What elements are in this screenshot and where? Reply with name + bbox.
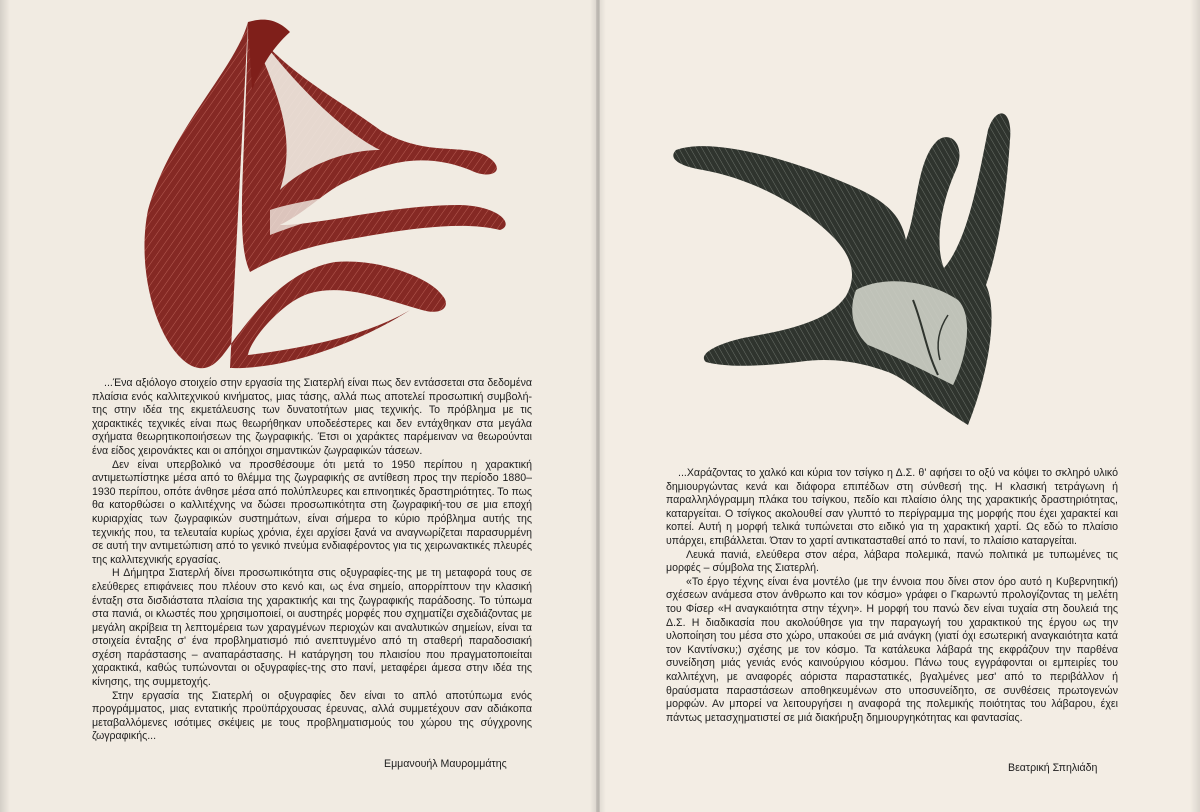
red-etching-artwork [130,10,530,380]
essay-paragraph: ...Χαράζοντας το χαλκό και κύρια τον τσίγκο η Δ.Σ. θ' αφήσει το οξύ να κόψει το σκληρό υλικό δημιουργώντας κενά και διάφορα επιπέδων στη σύνθεσή της. Η κλασική τετράγωνη ή παραλληλόγραμμη πλάκα του τσίγκου, πεδίο και πλαίσιο όλης της χαρακτικής δραστηριότητας, καταργείται. Ο τσίγκος ακολουθεί σαν γλυπτό το περίγραμμα της μορφής που έχει χαρακτεί και κοπεί. Αυτή η μορφή τελικά τυπώνεται στο ειδικό για τη χαρακτική χαρτί. Ως εδώ το πλαίσιο υπάρχει, επιβάλλεται. Όταν το χαρτί αντικατασταθεί από το πανί, το πλαίσιο καταργείται. [666,467,1118,547]
author-signature: Βεατρική Σπηλιάδη [1008,762,1098,774]
essay-paragraph: ...Ένα αξιόλογο στοιχείο στην εργασία της Σιατερλή είναι πως δεν εντάσσεται στα δεδομένα πλαίσια ενός καλλιτεχνικού κινήματος, μιας τάσης, αλλά πως αποτελεί προσωπική συμβολή-της στην ιδέα της εκμετάλευσης των δυνατοτήτων μιας τεχνικής. Το πρόβλημα με τις χαρακτικές τεχνικές είναι πως θεωρήθηκαν υποδεέστερες και δεν εντάχθηκαν στα μεγάλα σχήματα θεωρητικοποιήσεων της ζωγραφικής. Έτσι οι χαράκτες παρέμειναν να θεωρούνται ένα είδος χειρονάκτες και οι απόηχοι σημαντικών ζωγραφικών τάσεων. [92,377,532,457]
essay-paragraph: Η Δήμητρα Σιατερλή δίνει προσωπικότητα στις οξυγραφίες-της με τη μεταφορά τους σε ελεύθερες επιφάνειες που πλέουν στο κενό και, ως ένα σημείο, απορρίπτουν την κλασική ένταξη στα δισδιάστατα πλαίσια της χαρακτικής και της ζωγραφικής παράδοσης. Το τύπωμα στα πανιά, οι κλωστές που χρησιμοποιεί, οι αυστηρές μορφές που σχηματίζει σχεδιάζοντας με μεγάλη ακρίβεια τη λεπτομέρεια των χαραγμένων περιοχών και αναλυτικών σημείων, είναι τα στοιχεία ένταξης σ' ένα προβληματισμό πιό ανεπτυγμένο από τη σταθερή παραδοσιακή σχέση παράστασης – αναπαράστασης. Η κατάργηση του πλαισίου που πραγματοποιείται χαρακτικά, καθώς τυπώνονται οι οξυγραφίες-της στο πανί, μεταφέρει άμεσα στην ιδέα της κίνησης, της συμμετοχής. [92,567,532,689]
grey-etching-artwork [668,100,1028,440]
right-essay-text [666,467,1118,725]
essay-paragraph: Στην εργασία της Σιατερλή οι οξυγραφίες δεν είναι το απλό αποτύπωμα ενός προγράμματος, μιας εντατικής προϋπάρχουσας έρευνας, αλλά συμμετέχουν σαν αδιάκοπα μεταβαλλόμενες ισότιμες σκέψεις με τους προβληματισμούς του χώρου της σύγχρονης ζωγραφικής... [92,689,532,743]
book-gutter [590,0,606,812]
essay-paragraph: «Το έργο τέχνης είναι ένα μοντέλο (με την έννοια που δίνει στον όρο αυτό η Κυβερνητική) σχέσεων ανάμεσα στον άνθρωπο και τον κόσμο» γράφει ο Γκαρωντύ προλογίζοντας τη μελέτη του Φίσερ «Η αναγκαιότητα στην τέχνη». Η μορφή του πανώ δεν είναι τυχαία στη δουλειά της Δ.Σ. Η διαδικασία που ακολούθησε για την παραγωγή του χαρακτικού της έργου ως την υλοποίηση του μέσα στο χώρο, υπακούει σε μιά ανάγκη (γιατί όχι εσωτερική αναγκαιότητα κατά τον Καντίνσκυ;) σχέσης με τον κόσμο. Τα κατάλευκα λάβαρά της εκφράζουν την παρθένα συνείδηση μιάς γενιάς ενός καινούργιου κόσμου. Πάνω τους εγγράφονται οι εμπειρίες του καλλιτέχνη, με αναφορές αόριστα παραστατικές, βγαλμένες μεσ' από το περιβάλλον ή θραύσματα παραστάσεων αποθηκευμένων στο υποσυνείδητο, σε συνθέσεις πρωτογενών μορφών. Αν μπορεί να λειτουργήσει η αναφορά της πολεμικής ποιότητας του λάβαρου, έχει πάντως μετασχηματιστεί σε μιά διακήρυξη δημιουργηκότητας και φαντασίας. [666,575,1118,724]
page-edge-shadow [0,0,10,812]
essay-paragraph: Δεν είναι υπερβολικό να προσθέσουμε ότι μετά το 1950 περίπου η χαρακτική αντιμετωπίστηκε μέσα από το θλέμμα της ζωγραφικής σε αντίθεση προς την περίοδο 1880–1930 περίπου, οπότε άνθησε μέσα από πολύπλευρες και επινοητικές δραστηριότητες. Το πως θα κατορθώσει ο καλλιτέχνης να δώσει προσωπικότητα στη ζωγραφική-του σε μια εποχή κυριαρχίας των ζωγραφικών συστημάτων, είναι σήμερα το κύριο πρόβλημα αυτής της τεχνικής που, τα τελευταία κυρίως χρόνια, έχει αρχίσει ξανά να αναγνωρίζεται παρασυρμένη σε αυτή την αντιμετώπιση από το γενικό πνεύμα ενδιαφέροντος για τις χειρωνακτικές πλευρές της καλλιτεχνικής εργασίας. [92,458,532,566]
essay-paragraph: Λευκά πανιά, ελεύθερα στον αέρα, λάβαρα πολεμικά, πανώ πολιτικά με τυπωμένες τις μορφές – σύμβολα της Σιατερλή. [666,548,1118,575]
left-essay-text [92,377,532,744]
author-signature: Εμμανουήλ Μαυρομμάτης [384,758,507,770]
page-edge-shadow [1190,0,1200,812]
